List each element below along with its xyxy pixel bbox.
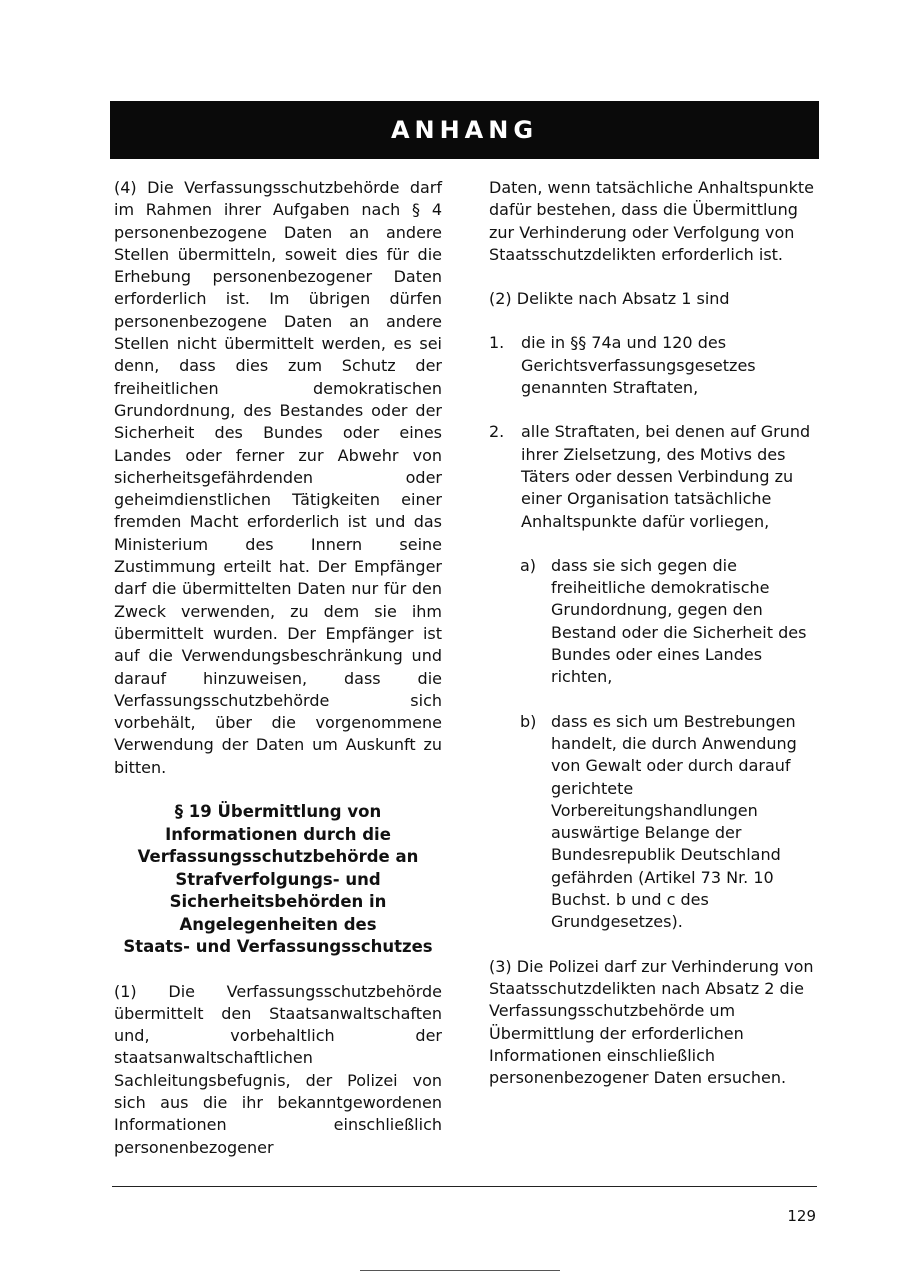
section-heading-line: Informationen durch die xyxy=(165,824,391,844)
list-item-text: die in §§ 74a und 120 des Gerichtsverfassungsgesetzes genannten Straftaten, xyxy=(521,333,756,398)
paragraph-2: (2) Delikte nach Absatz 1 sind xyxy=(489,289,730,309)
section-heading xyxy=(114,801,442,959)
list-item-number: 2. xyxy=(489,422,505,442)
footer-divider xyxy=(112,1186,817,1187)
sub-list-item xyxy=(489,711,815,934)
list-item xyxy=(489,421,815,532)
section-heading-line: § 19 Übermittlung von xyxy=(174,802,382,822)
list-item xyxy=(489,332,815,399)
list-item-text: alle Straftaten, bei denen auf Grund ihrer Zielsetzung, des Motivs des Täters oder dessen Verbindung zu einer Organisation tatsächliche Anhaltspunkte dafür vorliegen, xyxy=(521,422,811,531)
sub-list-item-letter: b) xyxy=(520,711,537,731)
list-item-number: 1. xyxy=(489,333,505,353)
right-column xyxy=(489,177,815,1089)
sub-list-item-text: dass es sich um Bestrebungen handelt, die durch Anwendung von Gewalt oder durch darauf gerichtete Vorbereitungshandlungen auswärtige Belange der Bundesrepublik Deutschland gefährden (Artikel 73 Nr. 10 Buchst. b und c des Grundgesetzes). xyxy=(551,711,797,932)
paragraph-1: (1) Die Verfassungsschutzbehörde übermittelt den Staatsanwaltschaften und, vorbehaltlich der staatsanwaltschaftlichen Sachleitungsbefugnis, der Polizei von sich aus die ihr bekanntgewordenen Informationen einschließlich personenbezogener xyxy=(114,981,442,1157)
header-banner xyxy=(110,101,819,159)
section-heading-line: Angelegenheiten des xyxy=(179,914,377,934)
sub-list-item xyxy=(489,555,815,689)
page-title: ANHANG xyxy=(390,116,539,144)
paragraph-3: (3) Die Polizei darf zur Verhinderung von Staatsschutzdelikten nach Absatz 2 die Verfassungsschutzbehörde um Übermittlung der erforderlichen Informationen einschließlich personenbezogener Daten ersuchen. xyxy=(489,956,814,1088)
page-number: 129 xyxy=(787,1207,816,1225)
sub-list-item-letter: a) xyxy=(520,555,537,575)
left-column xyxy=(114,177,442,1159)
section-heading-line: Staats- und Verfassungsschutzes xyxy=(123,937,433,957)
bottom-edge-line xyxy=(360,1270,560,1271)
paragraph-1-continued: Daten, wenn tatsächliche Anhaltspunkte dafür bestehen, dass die Übermittlung zur Verhinderung oder Verfolgung von Staatsschutzdelikten erforderlich ist. xyxy=(489,178,814,264)
section-heading-line: Sicherheitsbehörden in xyxy=(169,892,387,912)
paragraph-4: (4) Die Verfassungsschutzbehörde darf im Rahmen ihrer Aufgaben nach § 4 personenbezogene Daten an andere Stellen übermitteln, soweit dies für die Erhebung personenbezogener Daten erforderlich ist. Im übrigen dürfen personenbezogene Daten an andere Stellen nicht übermittelt werden, es sei denn, dass dies zum Schutz der freiheitlichen demokratischen Grundordnung, des Bestandes oder der Sicherheit des Bundes oder eines Landes oder ferner zur Abwehr von sicherheitsgefährdenden oder geheimdienstlichen Tätigkeiten einer fremden Macht erforderlich ist und das Ministerium des Innern seine Zustimmung erteilt hat. Der Empfänger darf die übermittelten Daten nur für den Zweck verwenden, zu dem sie ihm übermittelt wurden. Der Empfänger ist auf die Verwendungsbeschränkung und darauf hinzuweisen, dass die Verfassungsschutzbehörde sich vorbehält, über die vorgenommene Verwendung der Daten um Auskunft zu bitten. xyxy=(114,178,442,777)
section-heading-line: Strafverfolgungs- und xyxy=(175,869,381,889)
section-heading-line: Verfassungsschutzbehörde an xyxy=(137,847,419,867)
sub-list-item-text: dass sie sich gegen die freiheitliche demokratische Grundordnung, gegen den Bestand oder die Sicherheit des Bundes oder eines Landes richten, xyxy=(551,555,807,687)
